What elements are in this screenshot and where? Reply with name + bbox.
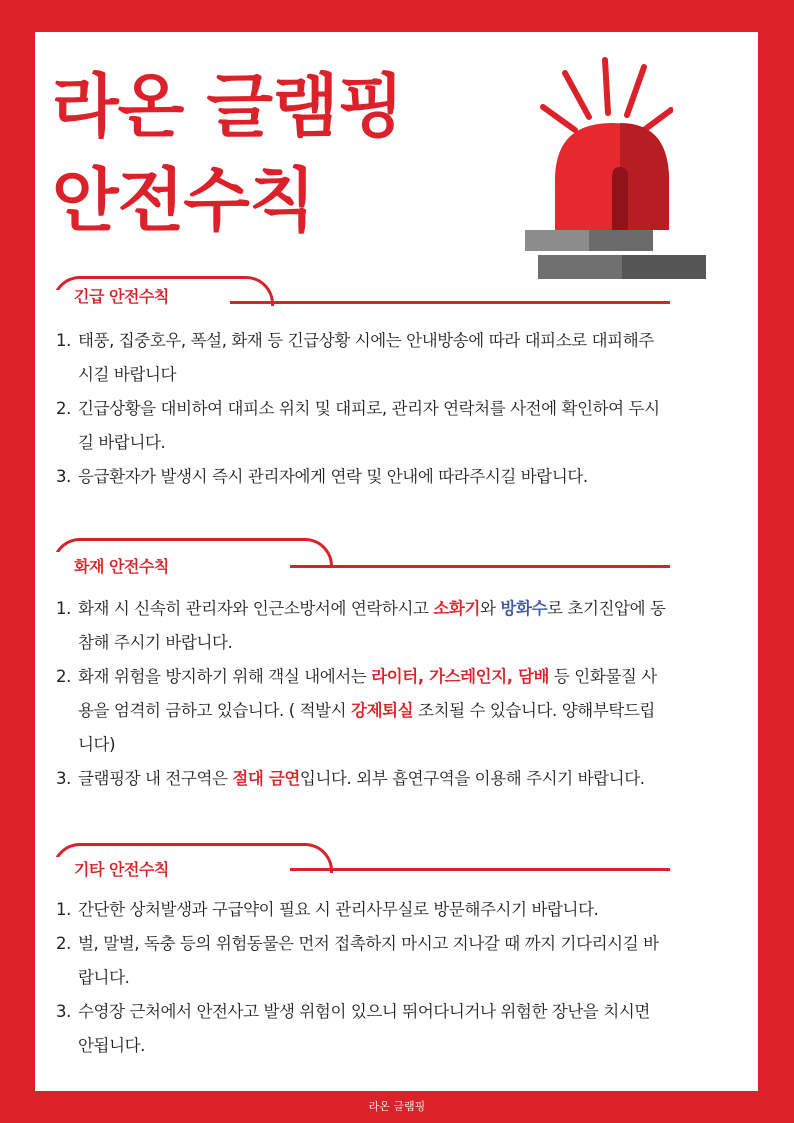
section-header-fire — [52, 538, 670, 578]
rule-item — [56, 460, 668, 494]
rule-number: 2. — [56, 399, 71, 418]
rule-number: 1. — [56, 900, 71, 919]
rule-number: 2. — [56, 667, 71, 686]
page-title — [52, 60, 403, 248]
section-title: 긴급 안전수칙 — [74, 287, 169, 306]
section-title: 화재 안전수칙 — [74, 557, 169, 576]
rule-item — [56, 592, 668, 660]
rule-item — [56, 893, 668, 927]
rule-text: 간단한 상처발생과 구급약이 필요 시 관리사무실로 방문해주시기 바랍니다. — [78, 900, 599, 919]
rule-text: 벌, 말벌, 독충 등의 위험동물은 먼저 접촉하지 마시고 지나갈 때 까지 기다리시길 바랍니다. — [78, 934, 659, 987]
rule-list-emergency — [56, 324, 668, 494]
rule-text: 등 인화물질 사용을 엄격히 금하고 있습니다. ( 적발시 — [78, 667, 657, 720]
rule-number: 3. — [56, 1002, 71, 1021]
rule-item — [56, 324, 668, 392]
footer-brand: 라온 글램핑 — [368, 1100, 426, 1113]
rule-text: 수영장 근처에서 안전사고 발생 위험이 있으니 뛰어다니거나 위험한 장난을 치시면 안됩니다. — [78, 1002, 650, 1055]
highlight-text: 방화수 — [500, 599, 548, 618]
rule-item — [56, 660, 668, 762]
highlight-text: 라이터, 가스레인지, 담배 — [371, 667, 550, 686]
highlight-text: 강제퇴실 — [351, 701, 414, 720]
rule-text: 글램핑장 내 전구역은 — [78, 769, 233, 788]
siren-icon — [505, 55, 673, 251]
rule-number: 3. — [56, 467, 71, 486]
rule-number: 2. — [56, 934, 71, 953]
rule-text: 로 초기진압에 동참해 주시기 바랍니다. — [78, 599, 666, 652]
highlight-text: 소화기 — [433, 599, 481, 618]
rule-text: 긴급상황을 대비하여 대피소 위치 및 대피로, 관리자 연락처를 사전에 확인하여 두시길 바랍니다. — [78, 399, 660, 452]
rule-item — [56, 927, 668, 995]
rule-list-fire — [56, 592, 668, 796]
rule-text: 와 — [480, 599, 501, 618]
rule-text: 태풍, 집중호우, 폭설, 화재 등 긴급상황 시에는 안내방송에 따라 대피소로 대피해주시길 바랍니다 — [78, 331, 654, 384]
rule-text: 조치될 수 있습니다. 양해부탁드립니다) — [78, 701, 655, 754]
rule-item — [56, 995, 668, 1063]
section-header-other — [52, 843, 670, 883]
rule-number: 1. — [56, 331, 71, 350]
title-line-1: 라온 글램핑 — [52, 67, 404, 147]
highlight-text: 절대 금연 — [232, 769, 300, 788]
section-header-emergency — [52, 276, 670, 316]
section-title: 기타 안전수칙 — [74, 860, 169, 879]
rule-number: 1. — [56, 599, 71, 618]
rule-text: 화재 위험을 방지하기 위해 객실 내에서는 — [78, 667, 372, 686]
title-line-2: 안전수칙 — [52, 161, 315, 241]
rule-text: 응급환자가 발생시 즉시 관리자에게 연락 및 안내에 따라주시길 바랍니다. — [78, 467, 588, 486]
rule-item — [56, 392, 668, 460]
rule-text: 입니다. 외부 흡연구역을 이용해 주시기 바랍니다. — [299, 769, 645, 788]
rule-item — [56, 762, 668, 796]
rule-number: 3. — [56, 769, 71, 788]
rule-text: 화재 시 신속히 관리자와 인근소방서에 연락하시고 — [78, 599, 434, 618]
rule-list-other — [56, 893, 668, 1063]
